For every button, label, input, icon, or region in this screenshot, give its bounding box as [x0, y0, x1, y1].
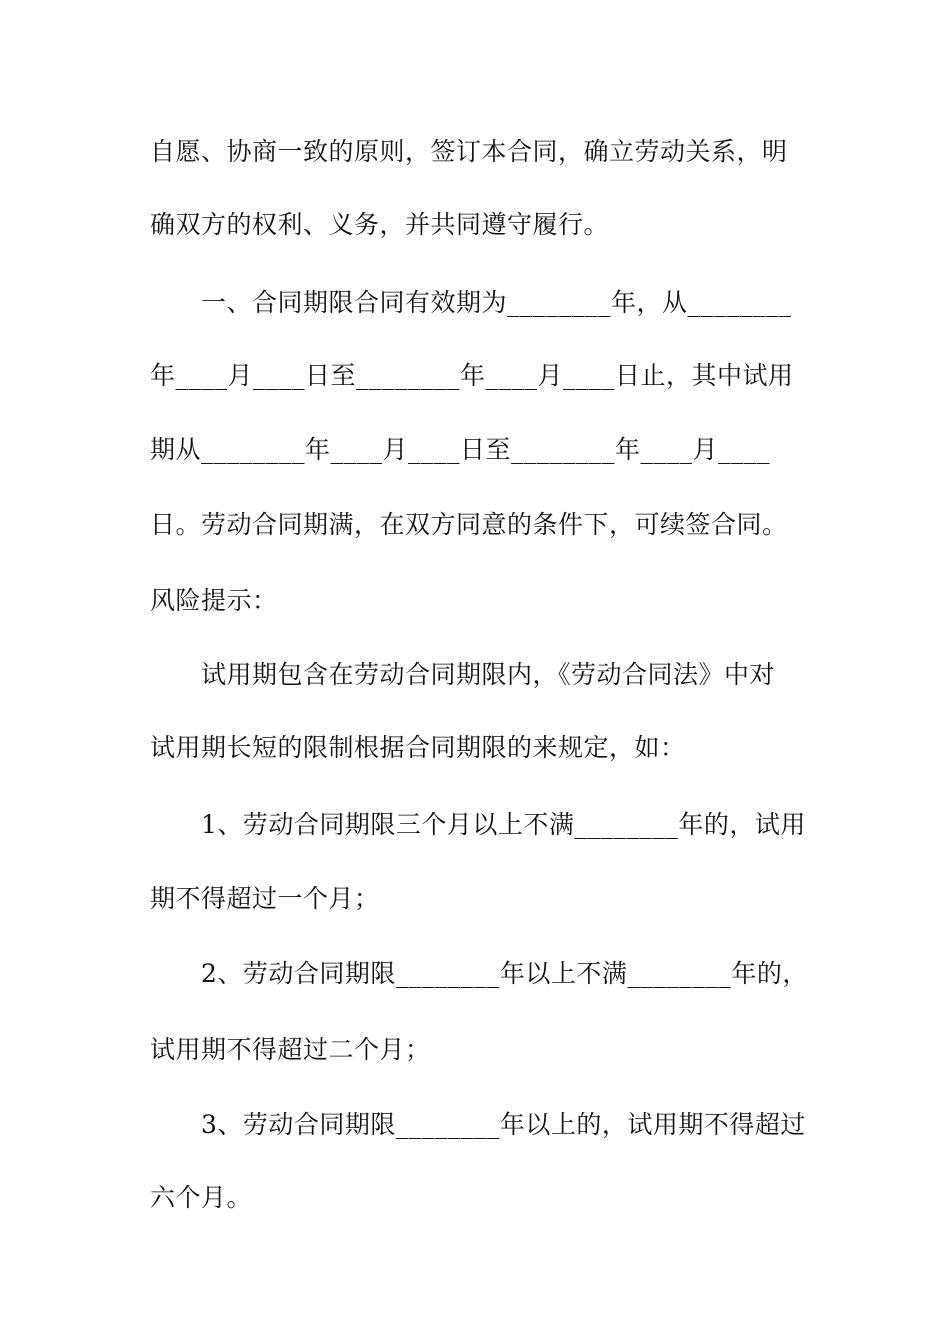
- risk-warning-heading: 风险提示：: [150, 586, 278, 615]
- contract-term-line-2: 年____月____日至________年____月____日止，其中试用: [150, 361, 794, 390]
- contract-term-line-4: 日。劳动合同期满，在双方同意的条件下，可续签合同。: [150, 510, 788, 539]
- rule-3-line-1: 3、劳动合同期限________年以上的，试用期不得超过: [201, 1110, 806, 1139]
- rule-3-line-2: 六个月。: [150, 1183, 253, 1212]
- rule-2-line-1: 2、劳动合同期限________年以上不满________年的，: [201, 959, 808, 988]
- paragraph-line-1: 自愿、协商一致的原则，签订本合同，确立劳动关系，明: [150, 137, 788, 166]
- rule-2-line-2: 试用期不得超过二个月；: [150, 1035, 431, 1064]
- risk-warning-line-1: 试用期包含在劳动合同期限内，《劳动合同法》中对: [201, 660, 776, 689]
- contract-term-line-3: 期从________年____月____日至________年____月____: [150, 435, 771, 464]
- contract-term-line-1: 一、合同期限合同有效期为________年，从________: [201, 288, 792, 317]
- paragraph-line-2: 确双方的权利、义务，并共同遵守履行。: [150, 210, 610, 239]
- rule-1-line-1: 1、劳动合同期限三个月以上不满________年的，试用: [201, 810, 806, 839]
- risk-warning-line-2: 试用期长短的限制根据合同期限的来规定，如：: [150, 733, 686, 762]
- rule-1-line-2: 期不得超过一个月；: [150, 884, 380, 913]
